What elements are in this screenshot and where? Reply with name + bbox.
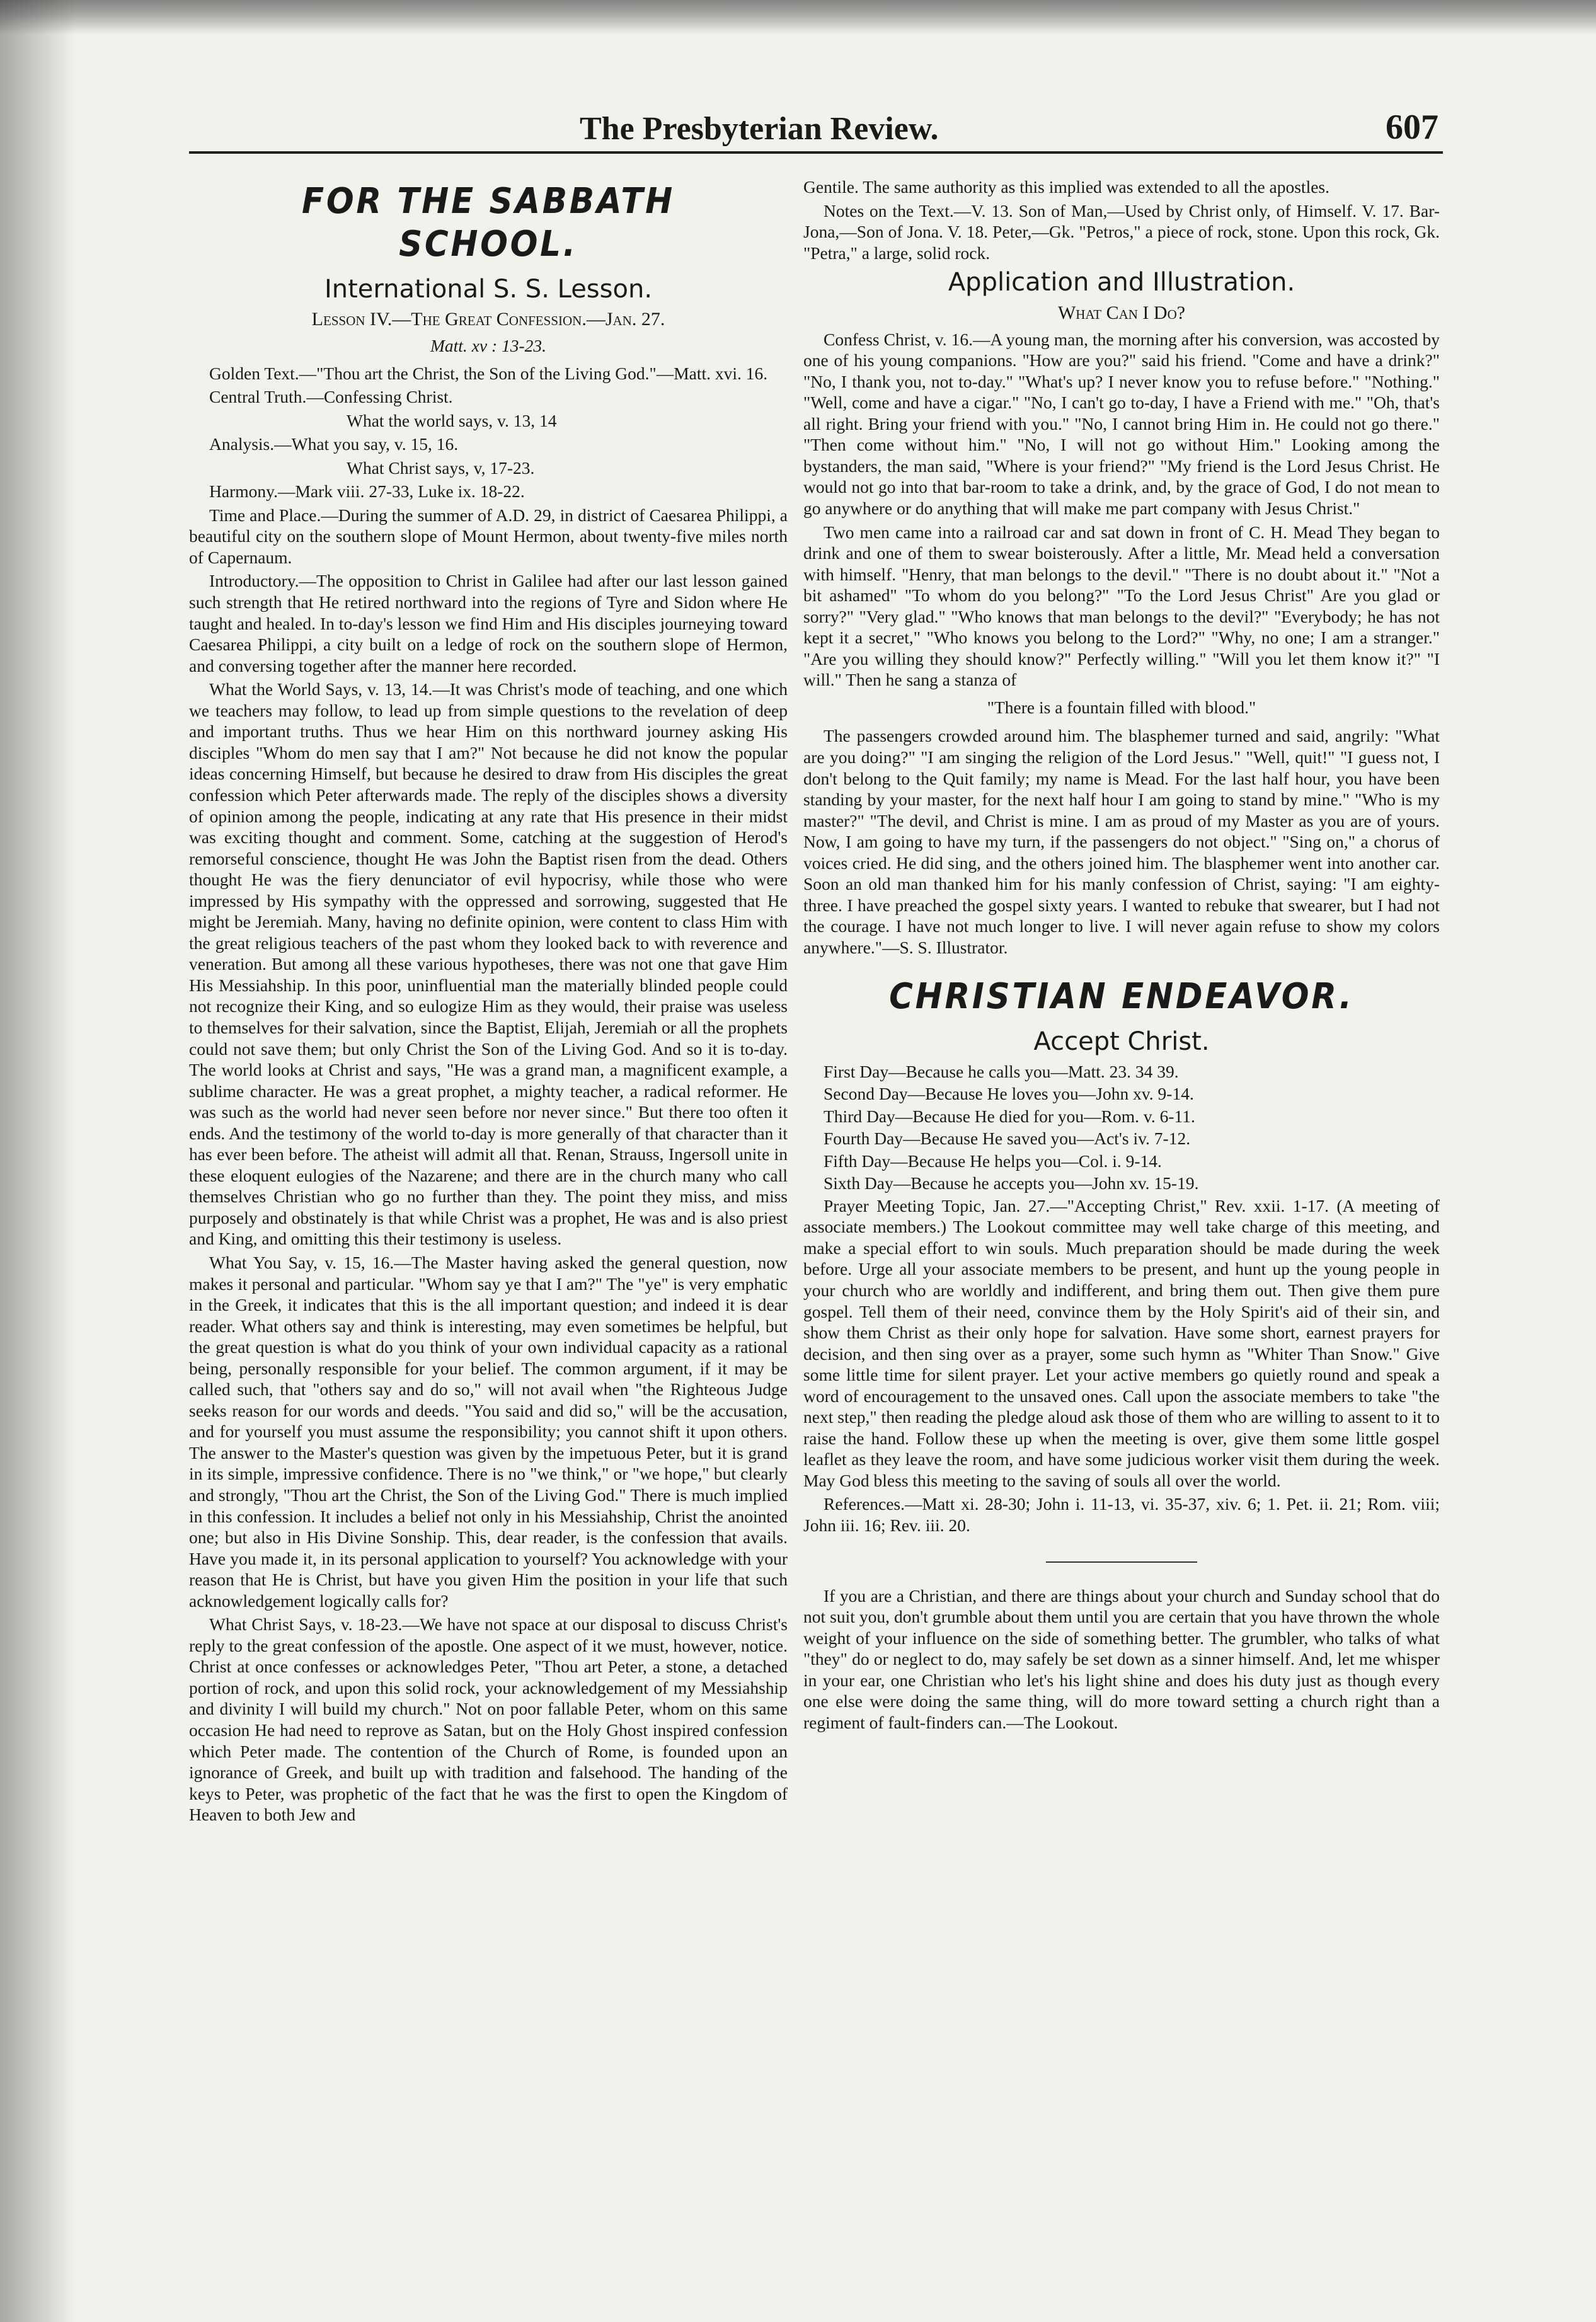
notes-paragraph: Notes on the Text.—V. 13. Son of Man,—Used by Christ only, of Himself. V. 17. Bar-Jona,—Son of Jona. V. 18. Peter,—Gk. "Petros," a piece of rock, stone. Upon this rock, Gk. "Petra," a large, solid rock.: [803, 200, 1440, 263]
central-truth: Central Truth.—Confessing Christ.: [209, 387, 453, 407]
references-line: References.—Matt xi. 28-30; John i. 11-13, vi. 35-37, xiv. 6; 1. Pet. ii. 21; Rom. viii; John iii. 16; Rev. iii. 20.: [803, 1494, 1440, 1536]
application-heading: Application and Illustration.: [948, 268, 1295, 297]
prayer-meeting-paragraph: Prayer Meeting Topic, Jan. 27.—"Accepting Christ," Rev. xxii. 1-17. (A meeting of associate members.) The Lookout committee may well take charge of this meeting, and make a special effort to win souls. Much preparation should be made during the week before. Urge all your associate members to be present, and hunt up the young people in your church who are worldly and indifferent, and bring them out. Then give them pure gospel. Tell them of their need, convince them by the Holy Spirit's aid of their sin, and show them Christ as their only hope for salvation. Have some short, earnest prayers for decision, and then sing over as a prayer, some such hymn as "Whiter Than Snow." Give some little time for silent prayer. Let your active members go quietly round and speak a word of encouragement to the unsaved ones. Call upon the associate members to take "the next step," then reading the pledge aloud ask those of them who are willing to assent to it to raise the hand. Follow these up when the meeting is over, give them some little gospel leaflet as they leave the room, and have some judicious worker visit them during the week. May God bless this meeting to the saving of souls all over the world.: [803, 1195, 1440, 1490]
daily-reading-item: Third Day—Because He died for you—Rom. v. 6-11.: [824, 1106, 1195, 1126]
time-place-paragraph: Time and Place.—During the summer of A.D. 29, in district of Caesarea Philippi, a beautiful city on the southern slope of Mount Hermon, about twenty-five miles north of Capernaum.: [189, 505, 788, 567]
grumbler-paragraph: If you are a Christian, and there are things about your church and Sunday school that do not suit you, don't grumble about them until you are certain that you have thrown the whole weight of your influence on the side of something better. The grumbler, who talks of what "they" do or neglect to do, may safely be set down as a sinner himself. And, let me whisper in your ear, one Christian who let's his light shine and does his duty just as though every one else were doing the same thing, will do more toward setting a church right than a regiment of fault-finders can.—The Lookout.: [803, 1585, 1440, 1732]
lesson-heading: International S. S. Lesson.: [324, 274, 653, 304]
header-rule: [189, 151, 1443, 154]
two-men-paragraph: Two men came into a railroad car and sat down in front of C. H. Mead They began to drink and one of them to swear boisterously. After a little, Mr. Mead held a conversation with himself. "Henry, that man belongs to the devil." "There is no doubt about it." "Not a bit ashamed" "To whom do you belong?" "To the Lord Jesus Christ" Are you glad or sorry?" "Very glad." "Who knows that man belongs to the devil?" "Everybody; he has not kept it a secret," "Who knows you belong to the Lord?" "Why, no one; I am a stranger." "Are you willing they should know?" Perfectly willing." "Will you let them know it?" "I will." Then he sang a stanza of: [803, 522, 1440, 690]
running-title: The Presbyterian Review.: [580, 111, 939, 147]
world-says-line: What the world says, v. 13, 14: [347, 410, 557, 430]
you-say-paragraph: What You Say, v. 15, 16.—The Master having asked the general question, now makes it personal and particular. "Whom say ye that I am?" The "ye" is very emphatic in the Greek, it indicates that this is the all important question; and indeed it is dear reader. What others say and think is interesting, may even sometimes be helpful, but the great question is what do you think of your own individual capacity as a rational being, personally responsible for your belief. The common argument, if it may be called such, that "others say and do so," will not avail when "the Righteous Judge seeks reason for our words and deeds. "You said and did so," will be the accusation, and for yourself you must assume the responsibility; you cannot shift it upon others. The answer to the Master's question was given by the impetuous Peter, but it is grand in its simple, impressive confidence. There is no "we think," or "we hope," but clearly and strongly, "Thou art the Christ, the Son of the Living God." There is much implied in this confession. It includes a belief not only in his Messiahship, Christ the anointed one; but also in His Divine Sonship. This, dear reader, is the confession that avails. Have you made it, in its personal application to yourself? You acknowledge with your reason that He is Christ, but have you given Him the position in your life that such acknowledgement logically calls for?: [189, 1252, 788, 1611]
daily-readings: [803, 1061, 1440, 1194]
christ-says-line: What Christ says, v, 17-23.: [347, 457, 535, 478]
scan-edge-top: [0, 0, 1596, 35]
daily-reading-item: Sixth Day—Because he accepts you—John xv. 15-19.: [824, 1173, 1199, 1193]
page-number: 607: [1386, 108, 1438, 147]
section-divider: [1046, 1561, 1197, 1563]
daily-reading-item: First Day—Because he calls you—Matt. 23. 34 39.: [824, 1061, 1179, 1081]
scripture-reference: Matt. xv : 13-23.: [430, 336, 547, 356]
section-title-christian-endeavor: CHRISTIAN ENDEAVOR.: [889, 976, 1354, 1018]
passengers-paragraph: The passengers crowded around him. The blasphemer turned and said, angrily: "What are you doing?" "I am singing the religion of the Lord Jesus." "Well, quit!" "I guess not, I don't belong to the Quit family; my name is Mead. For the last half hour, you have been standing by your master, for the next half hour I am going to stand by mine." "Who is my master?" "The devil, and Christ is mine. I am as proud of my Master as you are of yours. Now, I am going to have my turn, if the passengers do not object." "Sing on," a chorus of voices cried. He did sing, and the others joined him. The blasphemer went into another car. Soon an old man thanked him for his manly confession of Christ, saying: "I am eighty-three. I have preached the gospel sixty years. I wanted to rebuke that swearer, but I had not the courage. I have not much longer to live. I will never again refuse to show my colors anywhere."—S. S. Illustrator.: [803, 726, 1440, 957]
daily-reading-item: Fourth Day—Because He saved you—Act's iv. 7-12.: [824, 1129, 1191, 1149]
harmony-line: Harmony.—Mark viii. 27-33, Luke ix. 18-22.: [209, 481, 525, 502]
continued-paragraph: Gentile. The same authority as this implied was extended to all the apostles.: [803, 177, 1329, 197]
christ-says-paragraph: What Christ Says, v. 18-23.—We have not space at our disposal to discuss Christ's reply to the great confession of the apostle. One aspect of it we must, however, notice. Christ at once confesses or acknowledges Peter, "Thou art Peter, a stone, a detached portion of rock, and upon this solid rock, your acknowledgement of my Messiahship and divinity I will build my church." Not on poor fallable Peter, whom on this same occasion He had need to reprove as Satan, but on the Holy Ghost inspired confession which Peter made. The contention of the Church of Rome, is founded upon an ignorance of Greek, and built up with tradition and falsehood. The handing of the keys to Peter, was prophetic of the fact that he was the first to open the Kingdom of Heaven to both Jew and: [189, 1614, 788, 1825]
hymn-quote: "There is a fountain filled with blood.": [987, 697, 1256, 717]
analysis-line: Analysis.—What you say, v. 15, 16.: [209, 434, 459, 454]
scan-edge-left: [0, 0, 76, 2322]
introductory-paragraph: Introductory.—The opposition to Christ in Galilee had after our last lesson gained such strength that He retired northward into the regions of Tyre and Sidon where He taught and healed. In to-day's lesson we find Him and His disciples journeying toward Caesarea Philippi, a city built on a ledge of rock on the southern slope of Hermon, and conversing together after the manner here recorded.: [189, 571, 788, 675]
right-column: [803, 176, 1440, 1735]
golden-text: Golden Text.—"Thou art the Christ, the Son of the Living God."—Matt. xvi. 16.: [209, 363, 768, 383]
lesson-line: Lesson IV.—The Great Confession.—Jan. 27.: [311, 309, 665, 330]
daily-reading-item: Second Day—Because He loves you—John xv. 9-14.: [824, 1084, 1194, 1104]
section-title-sabbath-school: FOR THE SABBATH SCHOOL.: [302, 181, 675, 265]
confess-christ-paragraph: Confess Christ, v. 16.—A young man, the morning after his conversion, was accosted by one of his young companions. "How are you?" said his friend. "Come and have a drink?" "No, I thank you, not to-day." "What's up? I never know you to refuse before." "Nothing." "Well, come and have a cigar." "No, I can't go to-day, I have a Friend with me." "Oh, that's all right. Bring your friend with you." "No, I cannot bring Him in. He could not go there." "Then come without him." "No, I will not go without Him." Looking among the bystanders, the man said, "Where is your friend?" "My friend is the Lord Jesus Christ. He would not go into that bar-room to take a drink, and, by the grace of God, I do not mean to go anywhere or do anything that will make me part company with Jesus Christ.": [803, 329, 1440, 518]
accept-christ-heading: Accept Christ.: [1033, 1026, 1210, 1056]
daily-reading-item: Fifth Day—Because He helps you—Col. i. 9-14.: [824, 1151, 1162, 1171]
world-says-paragraph: What the World Says, v. 13, 14.—It was Christ's mode of teaching, and one which we teachers may follow, to lead up from simple questions to the revelation of deep and important truths. Thus we hear Him on this northward journey asking His disciples "Whom do men say that I am?" Not because he did not know the popular ideas concerning Himself, but because he desired to draw from His disciples the great confession which Peter afterwards made. The reply of the disciples shows a diversity of opinion among the people, indicating at any rate that His presence in their midst was exciting thought and comment. Some, catching at the suggestion of Herod's remorseful conscience, thought He was John the Baptist risen from the dead. Others thought He was the fiery denunciator of evil hypocrisy, while those who were impressed by His sympathy with the oppressed and sorrowing, suggested that He might be Jeremiah. Many, having no definite opinion, were content to class Him with the great religious teachers of the past whom they looked back to with reverence and veneration. But among all these various hypotheses, there was not one that gave Him His Messiahship. In this poor, uninfluential man the materially blinded people could not recognize their King, and so eulogize Him as they would, their praise was useless to themselves for their salvation, since the Baptist, Elijah, Jeremiah or all the prophets could not save them; but only Christ the Son of the Living God. And so it is to-day. The world looks at Christ and says, "He was a grand man, a magnificent example, a sublime character. He was a great prophet, a mighty teacher, a radical reformer. He was such as the world had never seen before nor never since." But there too often it ends. And the testimony of the world to-day is more generally of that character than it has ever been before. The atheist will admit all that. Renan, Strauss, Ingersoll unite in these eloquent eulogies of the Nazarene; and there are in the church many who call themselves Christian who go no further than they. The point they miss, and miss purposely and obstinately is that while Christ was a prophet, He was and is also priest and King, and omitting this their testimony is useless.: [189, 679, 788, 1249]
left-column: [189, 176, 788, 1828]
application-subheading: What Can I Do?: [1057, 302, 1186, 323]
